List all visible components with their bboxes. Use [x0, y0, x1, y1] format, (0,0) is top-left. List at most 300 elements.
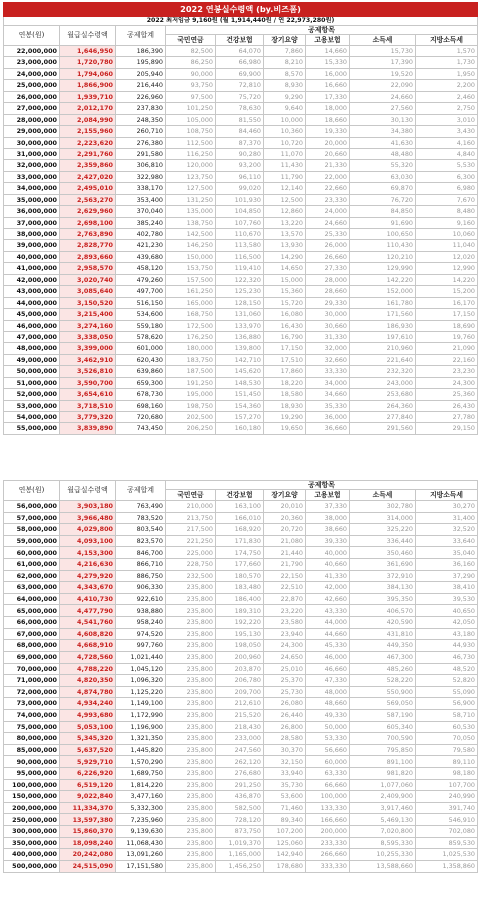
health-insurance-cell: 96,110 [216, 171, 264, 182]
table-row [4, 791, 478, 803]
national-pension-cell: 202,500 [166, 412, 216, 423]
deduction-total-cell: 237,830 [116, 103, 166, 114]
monthly-net-cell: 2,698,100 [60, 217, 116, 228]
deduction-total-cell: 886,750 [116, 570, 166, 582]
national-pension-cell: 235,800 [166, 686, 216, 698]
annual-salary-cell: 95,000,000 [4, 768, 60, 780]
deduction-total-cell: 7,235,960 [116, 814, 166, 826]
long-term-care-cell: 15,000 [264, 274, 306, 285]
long-term-care-cell: 23,220 [264, 605, 306, 617]
long-term-care-cell: 23,940 [264, 628, 306, 640]
deduction-total-cell: 601,000 [116, 343, 166, 354]
monthly-net-cell: 5,345,320 [60, 733, 116, 745]
table-row [4, 297, 478, 308]
local-income-tax-cell: 240,990 [416, 791, 478, 803]
monthly-net-cell: 3,462,910 [60, 354, 116, 365]
deduction-total-cell: 353,400 [116, 194, 166, 205]
health-insurance-cell: 247,560 [216, 744, 264, 756]
long-term-care-cell: 7,860 [264, 46, 306, 57]
monthly-net-cell: 3,839,890 [60, 423, 116, 434]
income-tax-cell: 76,720 [350, 194, 416, 205]
annual-salary-cell: 37,000,000 [4, 217, 60, 228]
local-income-tax-cell: 2,200 [416, 80, 478, 91]
health-insurance-cell: 166,010 [216, 512, 264, 524]
national-pension-cell: 235,800 [166, 593, 216, 605]
income-tax-cell: 467,300 [350, 651, 416, 663]
table-row [4, 860, 478, 872]
long-term-care-cell: 21,790 [264, 559, 306, 571]
local-income-tax-cell: 39,530 [416, 593, 478, 605]
employment-insurance-cell: 42,660 [306, 593, 350, 605]
local-income-tax-cell: 70,050 [416, 733, 478, 745]
income-tax-cell: 15,730 [350, 46, 416, 57]
header-health-insurance: 건강보험 [216, 490, 264, 501]
income-tax-cell: 350,460 [350, 547, 416, 559]
header-long-term-care: 장기요양 [264, 35, 306, 46]
long-term-care-cell: 10,000 [264, 114, 306, 125]
national-pension-cell: 101,250 [166, 103, 216, 114]
local-income-tax-cell: 29,150 [416, 423, 478, 434]
income-tax-cell: 17,390 [350, 57, 416, 68]
monthly-net-cell: 2,012,170 [60, 103, 116, 114]
income-tax-cell: 314,000 [350, 512, 416, 524]
employment-insurance-cell: 37,330 [306, 501, 350, 513]
employment-insurance-cell: 60,000 [306, 756, 350, 768]
table-row [4, 849, 478, 861]
health-insurance-cell: 728,120 [216, 814, 264, 826]
deduction-total-cell: 13,091,260 [116, 849, 166, 861]
deduction-total-cell: 823,570 [116, 535, 166, 547]
deduction-total-cell: 338,170 [116, 183, 166, 194]
employment-insurance-cell: 34,660 [306, 389, 350, 400]
local-income-tax-cell: 546,910 [416, 814, 478, 826]
national-pension-cell: 232,500 [166, 570, 216, 582]
long-term-care-cell: 142,940 [264, 849, 306, 861]
annual-salary-cell: 25,000,000 [4, 80, 60, 91]
deduction-total-cell: 205,940 [116, 68, 166, 79]
local-income-tax-cell: 11,040 [416, 240, 478, 251]
deduction-total-cell: 385,240 [116, 217, 166, 228]
local-income-tax-cell: 7,670 [416, 194, 478, 205]
monthly-net-cell: 6,226,920 [60, 768, 116, 780]
local-income-tax-cell: 8,480 [416, 206, 478, 217]
employment-insurance-cell: 26,000 [306, 240, 350, 251]
income-tax-cell: 420,590 [350, 617, 416, 629]
employment-insurance-cell: 44,000 [306, 617, 350, 629]
employment-insurance-cell: 47,330 [306, 675, 350, 687]
national-pension-cell: 213,750 [166, 512, 216, 524]
table-row [4, 524, 478, 536]
employment-insurance-cell: 48,000 [306, 686, 350, 698]
long-term-care-cell: 19,290 [264, 412, 306, 423]
health-insurance-cell: 183,480 [216, 582, 264, 594]
employment-insurance-cell: 38,660 [306, 524, 350, 536]
income-tax-cell: 264,360 [350, 400, 416, 411]
annual-salary-cell: 46,000,000 [4, 320, 60, 331]
long-term-care-cell: 26,800 [264, 721, 306, 733]
national-pension-cell: 116,250 [166, 148, 216, 159]
income-tax-cell: 41,630 [350, 137, 416, 148]
monthly-net-cell: 2,359,860 [60, 160, 116, 171]
long-term-care-cell: 14,650 [264, 263, 306, 274]
deduction-total-cell: 974,520 [116, 628, 166, 640]
local-income-tax-cell: 12,990 [416, 263, 478, 274]
table-1-body [4, 46, 478, 435]
annual-salary-cell: 200,000,000 [4, 802, 60, 814]
local-income-tax-cell: 6,300 [416, 171, 478, 182]
table-row [4, 512, 478, 524]
monthly-net-cell: 13,597,380 [60, 814, 116, 826]
income-tax-cell: 3,917,460 [350, 802, 416, 814]
employment-insurance-cell: 133,330 [306, 802, 350, 814]
monthly-net-cell: 2,427,020 [60, 171, 116, 182]
local-income-tax-cell: 52,820 [416, 675, 478, 687]
header-local-income-tax: 지방소득세 [416, 35, 478, 46]
employment-insurance-cell: 53,330 [306, 733, 350, 745]
annual-salary-cell: 90,000,000 [4, 756, 60, 768]
annual-salary-cell: 26,000,000 [4, 91, 60, 102]
local-income-tax-cell: 1,570 [416, 46, 478, 57]
annual-salary-cell: 30,000,000 [4, 137, 60, 148]
minimum-wage-note: 2022 최저임금 9,160원 (월 1,914,440원 / 연 22,973,280원) [4, 17, 478, 26]
health-insurance-cell: 177,660 [216, 559, 264, 571]
table-row [4, 274, 478, 285]
table-row [4, 779, 478, 791]
income-tax-cell: 361,690 [350, 559, 416, 571]
deduction-total-cell: 5,332,300 [116, 802, 166, 814]
table-row [4, 354, 478, 365]
local-income-tax-cell: 38,410 [416, 582, 478, 594]
health-insurance-cell: 72,810 [216, 80, 264, 91]
health-insurance-cell: 1,456,250 [216, 860, 264, 872]
local-income-tax-cell: 36,160 [416, 559, 478, 571]
health-insurance-cell: 206,780 [216, 675, 264, 687]
long-term-care-cell: 13,220 [264, 217, 306, 228]
national-pension-cell: 123,750 [166, 171, 216, 182]
employment-insurance-cell: 26,660 [306, 251, 350, 262]
national-pension-cell: 176,250 [166, 331, 216, 342]
monthly-net-cell: 9,022,840 [60, 791, 116, 803]
table-row [4, 389, 478, 400]
long-term-care-cell: 20,720 [264, 524, 306, 536]
annual-salary-cell: 68,000,000 [4, 640, 60, 652]
monthly-net-cell: 3,085,640 [60, 286, 116, 297]
employment-insurance-cell: 30,660 [306, 320, 350, 331]
deduction-total-cell: 743,450 [116, 423, 166, 434]
employment-insurance-cell: 45,330 [306, 640, 350, 652]
employment-insurance-cell: 63,330 [306, 768, 350, 780]
annual-salary-cell: 47,000,000 [4, 331, 60, 342]
health-insurance-cell: 128,150 [216, 297, 264, 308]
employment-insurance-cell: 49,330 [306, 709, 350, 721]
national-pension-cell: 180,000 [166, 343, 216, 354]
national-pension-cell: 165,000 [166, 297, 216, 308]
health-insurance-cell: 84,460 [216, 126, 264, 137]
annual-salary-cell: 28,000,000 [4, 114, 60, 125]
health-insurance-cell: 436,870 [216, 791, 264, 803]
table-row [4, 240, 478, 251]
income-tax-cell: 325,220 [350, 524, 416, 536]
deduction-total-cell: 306,810 [116, 160, 166, 171]
health-insurance-cell: 101,930 [216, 194, 264, 205]
local-income-tax-cell: 1,730 [416, 57, 478, 68]
employment-insurance-cell: 200,000 [306, 826, 350, 838]
local-income-tax-cell: 40,650 [416, 605, 478, 617]
deduction-total-cell: 958,240 [116, 617, 166, 629]
long-term-care-cell: 26,080 [264, 698, 306, 710]
annual-salary-cell: 71,000,000 [4, 675, 60, 687]
national-pension-cell: 206,250 [166, 423, 216, 434]
national-pension-cell: 235,800 [166, 733, 216, 745]
long-term-care-cell: 10,720 [264, 137, 306, 148]
health-insurance-cell: 110,670 [216, 229, 264, 240]
health-insurance-cell: 171,830 [216, 535, 264, 547]
employment-insurance-cell: 21,330 [306, 160, 350, 171]
local-income-tax-cell: 26,430 [416, 400, 478, 411]
national-pension-cell: 90,000 [166, 68, 216, 79]
annual-salary-cell: 63,000,000 [4, 582, 60, 594]
local-income-tax-cell: 17,150 [416, 309, 478, 320]
health-insurance-cell: 163,100 [216, 501, 264, 513]
local-income-tax-cell: 4,160 [416, 137, 478, 148]
table-row [4, 183, 478, 194]
monthly-net-cell: 3,718,510 [60, 400, 116, 411]
monthly-net-cell: 3,150,520 [60, 297, 116, 308]
long-term-care-cell: 8,210 [264, 57, 306, 68]
employment-insurance-cell: 22,000 [306, 171, 350, 182]
employment-insurance-cell: 32,660 [306, 354, 350, 365]
national-pension-cell: 138,750 [166, 217, 216, 228]
long-term-care-cell: 89,340 [264, 814, 306, 826]
income-tax-cell: 69,870 [350, 183, 416, 194]
employment-insurance-cell: 33,330 [306, 366, 350, 377]
header-local-income-tax: 지방소득세 [416, 490, 478, 501]
monthly-net-cell: 4,477,790 [60, 605, 116, 617]
annual-salary-cell: 350,000,000 [4, 837, 60, 849]
table-row [4, 802, 478, 814]
local-income-tax-cell: 37,290 [416, 570, 478, 582]
health-insurance-cell: 154,360 [216, 400, 264, 411]
income-tax-cell: 569,050 [350, 698, 416, 710]
deduction-total-cell: 1,570,290 [116, 756, 166, 768]
income-tax-cell: 384,130 [350, 582, 416, 594]
table-row [4, 251, 478, 262]
employment-insurance-cell: 20,660 [306, 148, 350, 159]
long-term-care-cell: 12,140 [264, 183, 306, 194]
deduction-total-cell: 260,710 [116, 126, 166, 137]
income-tax-cell: 142,220 [350, 274, 416, 285]
income-tax-cell: 232,320 [350, 366, 416, 377]
deduction-total-cell: 248,350 [116, 114, 166, 125]
income-tax-cell: 10,255,330 [350, 849, 416, 861]
deduction-total-cell: 276,380 [116, 137, 166, 148]
employment-insurance-cell: 16,660 [306, 80, 350, 91]
income-tax-cell: 63,030 [350, 171, 416, 182]
deduction-total-cell: 922,610 [116, 593, 166, 605]
local-income-tax-cell: 46,730 [416, 651, 478, 663]
header-annual-salary: 연봉(원) [4, 481, 60, 501]
table-row [4, 91, 478, 102]
health-insurance-cell: 873,750 [216, 826, 264, 838]
local-income-tax-cell: 21,090 [416, 343, 478, 354]
income-tax-cell: 152,000 [350, 286, 416, 297]
employment-insurance-cell: 39,330 [306, 535, 350, 547]
health-insurance-cell: 212,610 [216, 698, 264, 710]
income-tax-cell: 30,130 [350, 114, 416, 125]
monthly-net-cell: 2,893,660 [60, 251, 116, 262]
national-pension-cell: 210,000 [166, 501, 216, 513]
national-pension-cell: 235,800 [166, 802, 216, 814]
income-tax-cell: 27,560 [350, 103, 416, 114]
deduction-total-cell: 1,149,100 [116, 698, 166, 710]
monthly-net-cell: 2,084,990 [60, 114, 116, 125]
long-term-care-cell: 35,730 [264, 779, 306, 791]
header-monthly-net: 월급실수령액 [60, 481, 116, 501]
employment-insurance-cell: 48,660 [306, 698, 350, 710]
monthly-net-cell: 1,646,950 [60, 46, 116, 57]
income-tax-cell: 186,930 [350, 320, 416, 331]
long-term-care-cell: 16,430 [264, 320, 306, 331]
annual-salary-cell: 58,000,000 [4, 524, 60, 536]
monthly-net-cell: 3,590,700 [60, 377, 116, 388]
local-income-tax-cell: 23,230 [416, 366, 478, 377]
income-tax-cell: 795,850 [350, 744, 416, 756]
national-pension-cell: 217,500 [166, 524, 216, 536]
national-pension-cell: 235,800 [166, 582, 216, 594]
long-term-care-cell: 32,150 [264, 756, 306, 768]
annual-salary-cell: 55,000,000 [4, 423, 60, 434]
health-insurance-cell: 66,980 [216, 57, 264, 68]
salary-table-1 [3, 2, 478, 435]
health-insurance-cell: 180,570 [216, 570, 264, 582]
annual-salary-cell: 80,000,000 [4, 733, 60, 745]
health-insurance-cell: 209,700 [216, 686, 264, 698]
annual-salary-cell: 60,000,000 [4, 547, 60, 559]
monthly-net-cell: 3,215,400 [60, 309, 116, 320]
national-pension-cell: 97,500 [166, 91, 216, 102]
monthly-net-cell: 6,519,120 [60, 779, 116, 791]
national-pension-cell: 235,800 [166, 849, 216, 861]
monthly-net-cell: 11,334,370 [60, 802, 116, 814]
income-tax-cell: 336,440 [350, 535, 416, 547]
table-row [4, 263, 478, 274]
income-tax-cell: 605,340 [350, 721, 416, 733]
income-tax-cell: 48,480 [350, 148, 416, 159]
employment-insurance-cell: 14,660 [306, 46, 350, 57]
income-tax-cell: 587,190 [350, 709, 416, 721]
monthly-net-cell: 3,020,740 [60, 274, 116, 285]
deduction-total-cell: 1,196,900 [116, 721, 166, 733]
health-insurance-cell: 233,000 [216, 733, 264, 745]
annual-salary-cell: 29,000,000 [4, 126, 60, 137]
deduction-total-cell: 1,125,220 [116, 686, 166, 698]
deduction-total-cell: 1,814,220 [116, 779, 166, 791]
employment-insurance-cell: 17,330 [306, 91, 350, 102]
income-tax-cell: 372,910 [350, 570, 416, 582]
table-row [4, 331, 478, 342]
deduction-total-cell: 370,040 [116, 206, 166, 217]
health-insurance-cell: 99,020 [216, 183, 264, 194]
deduction-total-cell: 516,150 [116, 297, 166, 308]
national-pension-cell: 172,500 [166, 320, 216, 331]
long-term-care-cell: 8,570 [264, 68, 306, 79]
national-pension-cell: 161,250 [166, 286, 216, 297]
local-income-tax-cell: 19,760 [416, 331, 478, 342]
table-row [4, 686, 478, 698]
income-tax-cell: 550,900 [350, 686, 416, 698]
health-insurance-cell: 198,050 [216, 640, 264, 652]
annual-salary-cell: 24,000,000 [4, 68, 60, 79]
local-income-tax-cell: 31,400 [416, 512, 478, 524]
deduction-total-cell: 620,430 [116, 354, 166, 365]
annual-salary-cell: 34,000,000 [4, 183, 60, 194]
income-tax-cell: 2,409,900 [350, 791, 416, 803]
annual-salary-cell: 23,000,000 [4, 57, 60, 68]
annual-salary-cell: 70,000,000 [4, 663, 60, 675]
national-pension-cell: 235,800 [166, 721, 216, 733]
annual-salary-cell: 59,000,000 [4, 535, 60, 547]
annual-salary-cell: 61,000,000 [4, 559, 60, 571]
table-row [4, 320, 478, 331]
table-row [4, 57, 478, 68]
table-row [4, 114, 478, 125]
employment-insurance-cell: 38,000 [306, 512, 350, 524]
monthly-net-cell: 2,629,960 [60, 206, 116, 217]
long-term-care-cell: 28,580 [264, 733, 306, 745]
annual-salary-cell: 62,000,000 [4, 570, 60, 582]
monthly-net-cell: 2,828,770 [60, 240, 116, 251]
health-insurance-cell: 1,019,370 [216, 837, 264, 849]
income-tax-cell: 13,588,660 [350, 860, 416, 872]
health-insurance-cell: 189,310 [216, 605, 264, 617]
employment-insurance-cell: 23,330 [306, 194, 350, 205]
health-insurance-cell: 200,960 [216, 651, 264, 663]
local-income-tax-cell: 33,640 [416, 535, 478, 547]
local-income-tax-cell: 35,040 [416, 547, 478, 559]
annual-salary-cell: 65,000,000 [4, 605, 60, 617]
long-term-care-cell: 25,730 [264, 686, 306, 698]
header-deduction-group: 공제항목 [166, 481, 478, 490]
header-employment-insurance: 고용보험 [306, 490, 350, 501]
national-pension-cell: 235,800 [166, 628, 216, 640]
monthly-net-cell: 3,903,180 [60, 501, 116, 513]
annual-salary-cell: 75,000,000 [4, 721, 60, 733]
income-tax-cell: 100,650 [350, 229, 416, 240]
annual-salary-cell: 300,000,000 [4, 826, 60, 838]
health-insurance-cell: 116,500 [216, 251, 264, 262]
annual-salary-cell: 45,000,000 [4, 309, 60, 320]
monthly-net-cell: 4,216,630 [60, 559, 116, 571]
deduction-total-cell: 559,180 [116, 320, 166, 331]
annual-salary-cell: 48,000,000 [4, 343, 60, 354]
annual-salary-cell: 52,000,000 [4, 389, 60, 400]
long-term-care-cell: 107,200 [264, 826, 306, 838]
section-gap [0, 472, 480, 478]
annual-salary-cell: 49,000,000 [4, 354, 60, 365]
monthly-net-cell: 1,794,060 [60, 68, 116, 79]
national-pension-cell: 235,800 [166, 837, 216, 849]
table-row [4, 709, 478, 721]
income-tax-cell: 981,820 [350, 768, 416, 780]
income-tax-cell: 7,020,800 [350, 826, 416, 838]
health-insurance-cell: 87,370 [216, 137, 264, 148]
income-tax-cell: 277,840 [350, 412, 416, 423]
national-pension-cell: 235,800 [166, 663, 216, 675]
deduction-total-cell: 1,689,750 [116, 768, 166, 780]
local-income-tax-cell: 25,360 [416, 389, 478, 400]
employment-insurance-cell: 41,330 [306, 570, 350, 582]
national-pension-cell: 235,800 [166, 675, 216, 687]
